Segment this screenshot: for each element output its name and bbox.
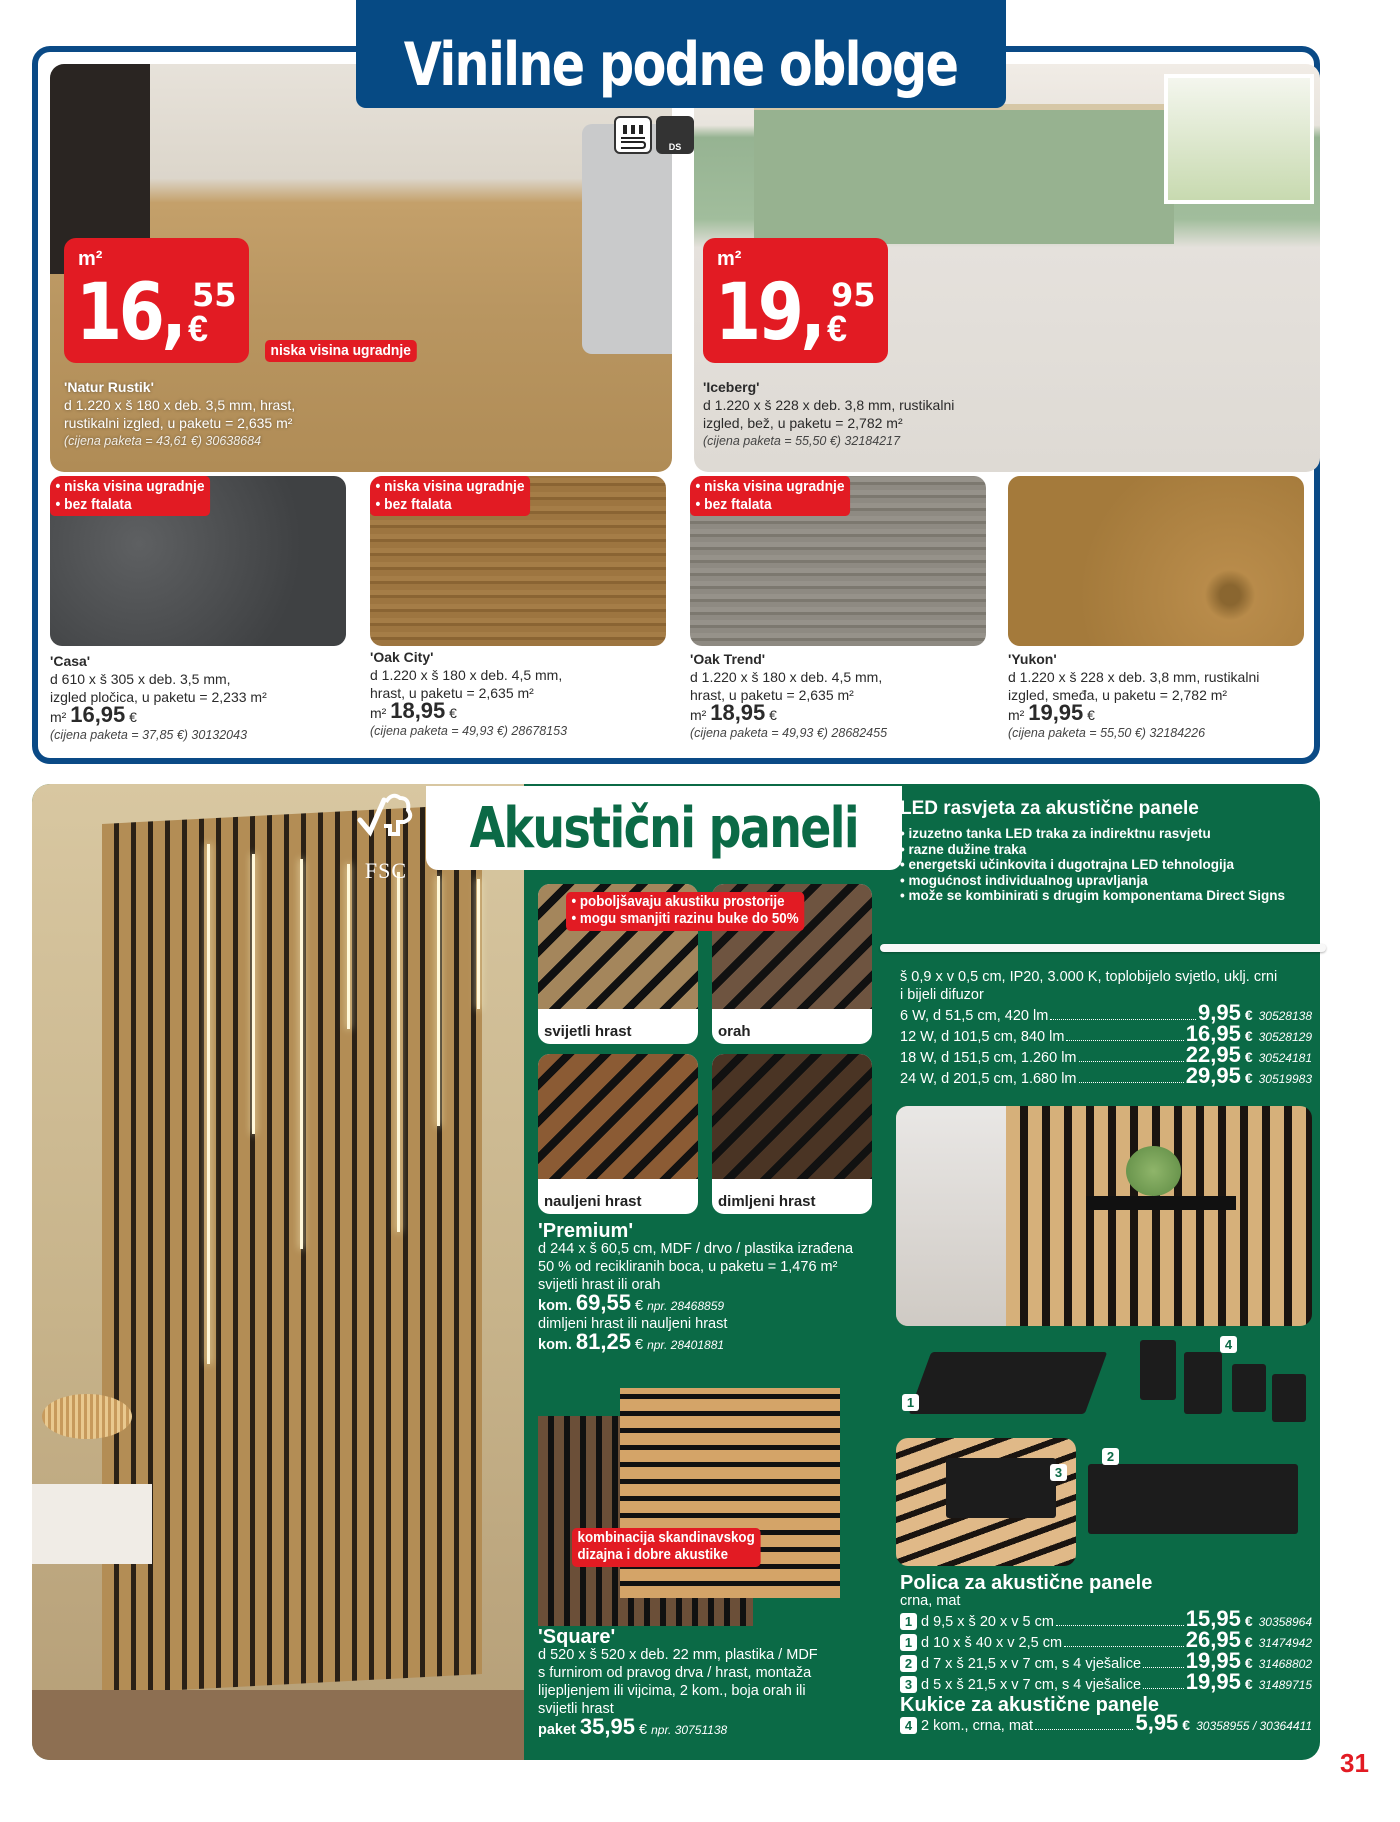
package-price: (cijena paketa = 49,93 €) 28682455	[690, 726, 888, 740]
image-badge-4	[1220, 1336, 1241, 1354]
row-label: d 7 x š 21,5 x v 7 cm, s 4 vješalice	[921, 1656, 1142, 1672]
shelf-product-3-photo	[896, 1438, 1076, 1566]
price-cents: 55	[192, 276, 237, 314]
row-currency: €	[1244, 1049, 1253, 1065]
led-feature-list	[900, 826, 1330, 904]
article-code: 30528138	[1258, 1009, 1312, 1023]
led-row	[900, 1042, 1312, 1067]
tree-check-icon	[346, 790, 426, 858]
led-strip-light	[300, 859, 303, 1249]
shelf-room-photo	[896, 1106, 1312, 1326]
price	[370, 698, 670, 723]
row-price: 9,95	[1197, 1000, 1241, 1025]
badge-number: 3	[900, 1676, 917, 1693]
natur-rustik-info	[64, 378, 295, 450]
shelf-row	[900, 1627, 1312, 1652]
row-currency: €	[1244, 1613, 1253, 1629]
hooks-title: Kukice za akustične panele	[900, 1694, 1160, 1716]
tag-line: • poboljšavaju akustiku prostorije	[571, 894, 785, 910]
product-desc: rustikalni izgled, u paketu = 2,635 m²	[64, 415, 293, 431]
led-title: LED rasvjeta za akustične panele	[900, 798, 1199, 819]
price-value: 18,95	[390, 698, 446, 723]
image-badge-2	[1102, 1448, 1123, 1466]
price-prefix: paket	[538, 1722, 576, 1738]
variant-label: svijetli hrast	[544, 1023, 632, 1040]
product-desc: d 520 x š 520 x deb. 22 mm, plastika / MDF	[538, 1647, 818, 1663]
article-code: 30528129	[1258, 1030, 1312, 1044]
tag-line: • niska visina ugradnje	[695, 478, 845, 495]
row-label: 24 W, d 201,5 cm, 1.680 lm	[900, 1071, 1077, 1087]
ds-slip-resistance-icon	[656, 116, 694, 154]
product-desc: izgled, smeđa, u paketu = 2,782 m²	[1008, 687, 1228, 703]
product-desc: d 1.220 x š 180 x deb. 3,5 mm, hrast,	[64, 397, 296, 413]
package-price: (cijena paketa = 55,50 €) 32184226	[1008, 726, 1206, 740]
product-name: 'Premium'	[538, 1220, 634, 1242]
row-label: 18 W, d 151,5 cm, 1.260 lm	[900, 1050, 1077, 1066]
led-row	[900, 1021, 1312, 1046]
price-value: 81,25	[575, 1329, 631, 1354]
product-desc: d 1.220 x š 228 x deb. 3,8 mm, rustikalni	[703, 397, 955, 413]
price-prefix: kom.	[538, 1337, 572, 1353]
row-label: d 5 x š 21,5 x v 7 cm, s 4 vješalice	[921, 1677, 1142, 1693]
price-currency: €	[129, 709, 137, 725]
product-desc: svijetli hrast	[538, 1701, 614, 1717]
kitchen-cabinets-decor	[754, 104, 1174, 244]
product-desc: lijepljenjem ili vijcima, 2 kom., boja orah ili	[538, 1683, 806, 1699]
row-price: 16,95	[1185, 1021, 1241, 1046]
led-strip-light	[207, 844, 210, 1364]
feature-tags	[50, 476, 210, 516]
product-name: 'Yukon'	[1008, 651, 1057, 667]
feature-item: • energetski učinkovita i dugotrajna LED tehnologija	[900, 857, 1235, 872]
price-unit: m²	[78, 248, 103, 270]
price-currency: €	[769, 707, 777, 723]
tag-line: • bez ftalata	[695, 496, 772, 513]
led-row	[900, 1063, 1312, 1088]
yukon-swatch	[1008, 476, 1304, 646]
acoustic-wall-photo	[32, 784, 524, 1760]
row-label: d 10 x š 40 x v 2,5 cm	[921, 1635, 1063, 1651]
article-code: 31474942	[1258, 1636, 1312, 1650]
badge-number: 2	[900, 1655, 917, 1672]
tag-line: • bez ftalata	[375, 496, 452, 513]
badge-number: 1	[902, 1394, 919, 1411]
fsc-label: FSC	[364, 858, 408, 883]
vinyl-title-banner	[356, 0, 1006, 108]
led-strip-light	[437, 876, 440, 1126]
underfloor-heating-icon	[614, 116, 652, 154]
price-currency: €	[188, 308, 209, 349]
row-currency: €	[1244, 1028, 1253, 1044]
plant-decor	[1126, 1146, 1181, 1196]
price-badge-natur-rustik	[64, 238, 249, 363]
product-desc: d 1.220 x š 180 x deb. 4,5 mm,	[690, 669, 883, 685]
product-desc: izgled pločica, u paketu = 2,233 m²	[50, 689, 267, 705]
badge-number: 1	[900, 1613, 917, 1630]
price-currency: €	[449, 705, 457, 721]
hooks-row	[900, 1710, 1312, 1735]
led-strip-light	[477, 879, 480, 1009]
casa-info	[50, 652, 350, 744]
premium-info	[538, 1222, 898, 1354]
tag-line: kombinacija skandinavskog	[577, 1530, 755, 1546]
variant-desc: dimljeni hrast ili nauljeni hrast	[538, 1316, 728, 1332]
panel-dimljeni-hrast	[712, 1054, 872, 1214]
image-badge-1	[902, 1394, 923, 1412]
spec-text: š 0,9 x v 0,5 cm, IP20, 3.000 K, toplobijelo svjetlo, uklj. crni	[900, 969, 1278, 985]
row-currency: €	[1244, 1007, 1253, 1023]
product-name: 'Oak City'	[370, 649, 434, 665]
iceberg-info	[703, 378, 954, 450]
bedroom-decor	[896, 1106, 1006, 1326]
row-price: 19,95	[1185, 1669, 1241, 1694]
product-name: 'Oak Trend'	[690, 651, 766, 667]
shelf-row	[900, 1669, 1312, 1694]
product-desc: s furnirom od pravog drva / hrast, montaža	[538, 1665, 812, 1681]
price-prefix: kom.	[538, 1298, 572, 1314]
row-label: d 9,5 x š 20 x v 5 cm	[921, 1614, 1054, 1630]
article-code: 30524181	[1258, 1051, 1312, 1065]
spec-text: i bijeli difuzor	[900, 987, 984, 1003]
row-price: 29,95	[1185, 1063, 1241, 1088]
shelf-decor	[1086, 1196, 1236, 1210]
shelf-subtitle: crna, mat	[900, 1593, 961, 1609]
product-desc: d 1.220 x š 180 x deb. 4,5 mm,	[370, 667, 563, 683]
price-value: 18,95	[710, 700, 766, 725]
acoustic-title-banner	[426, 786, 902, 870]
price	[50, 702, 350, 727]
article-code: npr. 28468859	[647, 1299, 725, 1313]
row-price: 19,95	[1185, 1648, 1241, 1673]
article-code: npr. 28401881	[647, 1338, 725, 1352]
window-decor	[1164, 74, 1314, 204]
tag-line: dizajna i dobre akustike	[577, 1547, 729, 1564]
row-price: 15,95	[1185, 1606, 1241, 1631]
row-currency: €	[1244, 1655, 1253, 1671]
panel-image	[538, 1054, 698, 1179]
oak-city-info	[370, 648, 670, 740]
row-currency: €	[1182, 1717, 1191, 1733]
tag-line: • niska visina ugradnje	[375, 478, 525, 495]
square-price	[538, 1714, 878, 1739]
feature-item: • izuzetno tanka LED traka za indirektnu rasvjetu	[900, 826, 1211, 841]
row-price: 5,95	[1135, 1710, 1179, 1735]
casa-swatch	[50, 476, 346, 646]
product-desc: d 610 x š 305 x deb. 3,5 mm,	[50, 671, 231, 687]
package-price: (cijena paketa = 43,61 €) 30638684	[64, 434, 262, 448]
fsc-logo	[346, 790, 426, 890]
badge-number: 3	[1050, 1464, 1067, 1481]
row-label: 12 W, d 101,5 cm, 840 lm	[900, 1029, 1065, 1045]
feature-item: • može se kombinirati s drugim komponentama Direct Signs	[900, 888, 1286, 903]
row-price: 26,95	[1185, 1627, 1241, 1652]
price-currency: €	[827, 308, 848, 349]
lamp-decor	[42, 1394, 132, 1439]
tag-line: • mogu smanjiti razinu buke do 50%	[571, 911, 799, 928]
price-unit: m²	[370, 705, 387, 721]
price-currency: €	[639, 1722, 648, 1738]
row-currency: €	[1244, 1676, 1253, 1692]
variant-label: dimljeni hrast	[718, 1193, 816, 1210]
row-label: 2 kom., crna, mat	[921, 1718, 1034, 1734]
led-price-list	[900, 968, 1312, 1088]
hook-product	[1184, 1352, 1222, 1414]
oak-city-swatch	[370, 476, 666, 646]
article-code: npr. 30751138	[651, 1723, 728, 1737]
article-code: 31489715	[1258, 1678, 1312, 1692]
tag-line: • niska visina ugradnje	[55, 478, 205, 495]
led-lighting-block	[900, 798, 1330, 904]
product-name: 'Iceberg'	[703, 379, 760, 395]
price-badge-iceberg	[703, 238, 888, 363]
badge-number: 4	[900, 1717, 917, 1734]
product-name: 'Natur Rustik'	[64, 379, 154, 395]
side-table-decor	[32, 1484, 152, 1564]
article-code: 30358955 / 30364411	[1196, 1719, 1312, 1733]
hook-product	[1232, 1364, 1266, 1412]
price-integer: 19,	[715, 268, 823, 358]
price-unit: m²	[690, 707, 707, 723]
feature-tags	[370, 476, 530, 516]
variant-label: nauljeni hrast	[544, 1193, 642, 1210]
product-name: 'Square'	[538, 1626, 616, 1648]
vinyl-title: Vinilne podne obloge	[404, 30, 958, 100]
led-strip-light	[397, 872, 400, 1232]
price-value: 19,95	[1028, 700, 1084, 725]
price-unit: m²	[717, 248, 742, 270]
badge-number: 4	[1220, 1336, 1237, 1353]
row-label: 6 W, d 51,5 cm, 420 lm	[900, 1008, 1049, 1024]
premium-price-1	[538, 1290, 898, 1315]
price-cents: 95	[831, 276, 876, 314]
hook-product	[1272, 1374, 1306, 1422]
feature-item: • razne dužine traka	[900, 841, 1027, 857]
product-desc: d 1.220 x š 228 x deb. 3,8 mm, rustikalni	[1008, 669, 1260, 685]
price-currency: €	[1087, 707, 1095, 723]
panel-feature-tags	[566, 892, 804, 931]
tag-line: • bez ftalata	[55, 496, 132, 513]
product-name: 'Casa'	[50, 653, 91, 669]
slat-wall-decor	[102, 804, 482, 1694]
shelf-with-hooks	[946, 1458, 1056, 1518]
yukon-info	[1008, 650, 1318, 742]
product-desc: hrast, u paketu = 2,635 m²	[690, 687, 854, 703]
product-desc: izgled, bež, u paketu = 2,782 m²	[703, 415, 903, 431]
shelf-row	[900, 1606, 1312, 1631]
price-value: 35,95	[579, 1714, 635, 1739]
package-price: (cijena paketa = 49,93 €) 28678153	[370, 724, 568, 738]
package-price: (cijena paketa = 37,85 €) 30132043	[50, 728, 248, 742]
variant-desc: svijetli hrast ili orah	[538, 1277, 661, 1293]
page-number: 31	[1340, 1748, 1369, 1778]
feature-tags	[690, 476, 850, 516]
led-strip-light	[252, 854, 255, 1134]
shelf-row	[900, 1648, 1312, 1673]
row-price: 22,95	[1185, 1042, 1241, 1067]
product-desc: 50 % od recikliranih boca, u paketu = 1,476 m²	[538, 1259, 838, 1275]
floor-decor	[32, 1690, 524, 1760]
price-value: 69,55	[575, 1290, 631, 1315]
article-code: 31468802	[1258, 1657, 1312, 1671]
panel-image	[712, 1054, 872, 1179]
ds-label: DS	[668, 142, 682, 152]
badge-number: 1	[900, 1634, 917, 1651]
price	[1008, 700, 1318, 725]
shelf-product-2	[1088, 1464, 1298, 1534]
premium-price-2	[538, 1329, 898, 1354]
shelf-title: Polica za akustične panele	[900, 1572, 1153, 1594]
price-unit: m²	[1008, 707, 1025, 723]
row-currency: €	[1244, 1070, 1253, 1086]
package-price: (cijena paketa = 55,50 €) 32184217	[703, 434, 901, 448]
row-currency: €	[1244, 1634, 1253, 1650]
panel-nauljeni-hrast	[538, 1054, 698, 1214]
price-integer: 16,	[76, 268, 184, 358]
low-height-tag: niska visina ugradnje	[265, 340, 416, 362]
variant-label: orah	[718, 1023, 751, 1040]
oak-trend-info	[690, 650, 990, 742]
led-row	[900, 1000, 1312, 1025]
shelf-price-list	[900, 1574, 1312, 1735]
price-currency: €	[634, 1298, 644, 1314]
hook-product	[1140, 1340, 1176, 1400]
feature-item: • mogućnost individualnog upravljanja	[900, 872, 1148, 888]
price-currency: €	[634, 1337, 644, 1353]
product-desc: hrast, u paketu = 2,635 m²	[370, 685, 534, 701]
price-value: 16,95	[70, 702, 126, 727]
square-feature-tag	[572, 1528, 760, 1567]
badge-number: 2	[1102, 1448, 1119, 1465]
price-unit: m²	[50, 709, 67, 725]
oak-trend-swatch	[690, 476, 986, 646]
acoustic-title: Akustični paneli	[469, 795, 859, 861]
shelf-product-1	[909, 1352, 1108, 1414]
product-desc: d 244 x š 60,5 cm, MDF / drvo / plastika izrađena	[538, 1241, 854, 1257]
article-code: 30358964	[1258, 1615, 1312, 1629]
led-strip-product	[880, 944, 1326, 952]
price	[690, 700, 990, 725]
image-badge-3	[1050, 1464, 1071, 1482]
article-code: 30519983	[1258, 1072, 1312, 1086]
sofa-decor	[582, 124, 672, 354]
square-info	[538, 1628, 878, 1739]
